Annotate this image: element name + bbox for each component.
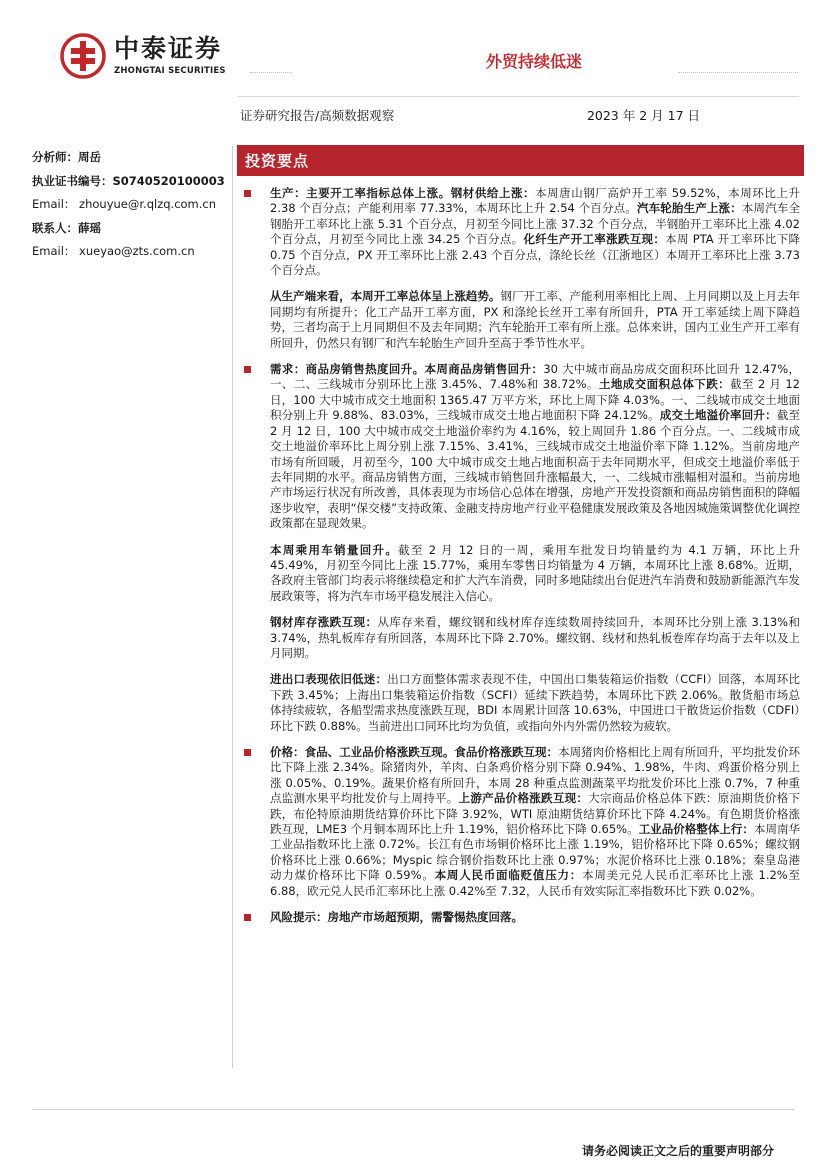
logo-english-name: ZHONGTAI SECURITIES xyxy=(114,66,226,76)
vehicle-sales-text: 截至 2 月 12 日的一周，乘用车批发日均销量约为 4.1 万辆，环比上升 45.49%，月初至今同比上涨 15.77%，乘用车零售日均销量为 4 万辆，本周环比上涨 8.68%。近期，各政府主管部门均表示将继续稳定和扩大汽车消费，同时多地陆续出台促进汽车消费和鼓励新能源汽车发展政策等，将为汽车市场平稳发展注入信心。 xyxy=(270,542,801,603)
header-dotted-line-right xyxy=(678,72,798,73)
square-bullet-icon xyxy=(244,366,251,373)
footer-rule xyxy=(32,1109,794,1110)
fiber-heading: 化纤生产开工率涨跌互现： xyxy=(523,232,666,247)
production-summary xyxy=(244,289,800,351)
price-section xyxy=(244,745,800,899)
rmb-text: 本周美元兑人民币汇率环比上涨 1.2%至 6.88，欧元兑人民币汇率环比上涨 0.42%至 7.32，人民币有效实际汇率指数环比下跌 0.02%。 xyxy=(270,868,801,898)
tire-text: 本周汽车全钢胎开工率环比上涨 5.31 个百分点，月初至今同比上涨 37.32 个百分点，半钢胎开工率环比上涨 4.02 个百分点，月初至今同比上涨 34.25 个百分点。 xyxy=(270,201,801,247)
land-heading: 土地成交面积总体下跌： xyxy=(598,377,731,392)
steel-inventory-heading: 钢材库存涨跌互现： xyxy=(270,615,378,630)
report-date: 2023 年 2 月 17 日 xyxy=(586,108,700,123)
production-section xyxy=(244,186,800,278)
analyst-sidebar xyxy=(32,146,232,264)
footer-disclaimer: 请务必阅读正文之后的重要声明部分 xyxy=(581,1144,774,1158)
demand-text: 30 大中城市商品房成交面积环比回升 12.47%，一、二、三线城市分别环比上涨 3.45%、7.48%和 38.72%。 xyxy=(270,362,800,392)
fiber-text: 本周 PTA 开工率环比下降 0.75 个百分点，PX 开工率环比上涨 2.43 个百分点，涤纶长丝（江浙地区）本周开工率环比上涨 3.73 个百分点。 xyxy=(270,232,800,278)
certificate-label: 执业证书编号： xyxy=(32,173,113,188)
land-premium-text: 截至 2 月 12 日，100 大中城市成交土地溢价率约为 4.16%，较上周回升 1.86 个百分点。一、二线城市成交土地溢价率环比上周分别上涨 7.15%、3.41%，三线城市成交土地溢价率下降 1.12%。当前房地产市场有所回暖，月初至今，100 大中城市成交土地占地面积高于去年同期水平，但成交土地溢价率低于去年同期的水平。商品房销售方面，三线城市销售回升涨幅最大，一、二线城市涨幅相对温和。当前房地产市场运行状况有所改善，具体表现为市场信心总体在增强，房地产开发投资额和商品房销售面积的降幅逐步收窄，表明“保交楼”支持政策、金融支持房地产行业平稳健康发展政策及各地因城施策调整优化调控政策都在显现效果。 xyxy=(270,408,801,531)
price-heading: 价格：食品、工业品价格涨跌互现。食品价格涨跌互现： xyxy=(270,745,559,759)
production-summary-text: 钢厂开工率、产能利用率相比上周、上月同期以及上月去年同期均有所提升；化工产品开工率方面，PX 和涤纶长丝开工率有所回升，PTA 开工率延续上周下降趋势，三者均高于上月同期但不及去年同期；汽车轮胎开工率有所上涨。总体来讲，国内工业生产开工率有所回升，仍然只有钢厂和汽车轮胎生产回升至高于季节性水平。 xyxy=(270,289,801,350)
industrial-heading: 工业品价格整体上行： xyxy=(638,822,754,837)
trade-text: 出口方面整体需求表现不佳，中国出口集装箱运价指数（CCFI）回落，本周环比下跌 3.45%；上海出口集装箱运价指数（SCFI）延续下跌趋势，本周环比下跌 2.06%。散货船市场总体持续疲软，各船型需求热度涨跌互现，BDI 本周累计回落 10.63%，中国进口干散货运价指数（CDFI）环比下跌 0.88%。当前进出口同环比均为负值，或指向外内外需仍然较为疲软。 xyxy=(270,672,801,733)
upstream-text: 大宗商品价格总体下跌：原油期货价格下跌，布伦特原油期货结算价环比下降 3.92%，WTI 原油期货结算价环比下降 4.24%。有色期货价格涨跌互现，LME3 个月铜本周环比上升 1.19%，铝价格环比下降 0.65%。 xyxy=(270,791,800,837)
banner-title: 投资要点 xyxy=(245,152,310,170)
demand-section xyxy=(244,362,800,531)
analyst-line xyxy=(32,146,232,170)
land-premium-heading: 成交土地溢价率回升： xyxy=(659,408,777,423)
production-heading: 生产：主要开工率指标总体上涨。钢材供给上涨： xyxy=(270,186,536,200)
certificate-number: S0740520100003 xyxy=(112,173,225,188)
rmb-heading: 本周人民币面临贬值压力： xyxy=(434,868,583,883)
company-logo xyxy=(60,33,250,81)
upstream-heading: 上游产品价格涨跌互现： xyxy=(458,791,589,806)
square-bullet-icon xyxy=(244,749,251,756)
industrial-text: 本周南华工业品指数环比上涨 0.72%。长江有色市场铜价格环比上涨 1.19%，铝价格环比下降 0.65%；螺纹钢价格环比上涨 0.66%；Myspic 综合钢价指数环比上涨 0.97%；水泥价格环比上涨 0.18%；秦皇岛港动力煤价格环比下降 0.59%。 xyxy=(270,822,801,883)
investment-highlights xyxy=(244,186,800,936)
square-bullet-icon xyxy=(244,914,251,921)
section-banner xyxy=(237,145,804,176)
contact-line xyxy=(32,217,232,241)
production-summary-heading: 从生产端来看，本周开工率总体呈上涨趋势。 xyxy=(270,289,501,304)
contact-label: 联系人： xyxy=(32,220,78,235)
risk-warning: 风险提示：房地产市场超预期，需警惕热度回落。 xyxy=(270,910,523,925)
certificate-line xyxy=(32,170,232,194)
logo-chinese-name: 中泰证券 xyxy=(114,34,223,63)
report-type: 证券研究报告/高频数据观察 xyxy=(240,108,395,123)
trade-paragraph xyxy=(244,672,800,734)
steel-inventory-text: 从库存来看，螺纹钢和线材库存连续数周持续回升，本周环比分别上涨 3.13%和 3.74%，热轧板库存有所回落，本周环比下降 2.70%。螺纹钢、线材和热轧板卷库存均高于去年以及上月同期。 xyxy=(270,615,801,660)
land-text: 截至 2 月 12 日，100 大中城市成交土地面积 1365.47 万平方米，环比上周下降 4.03%。一、二线城市成交土地面积分别上升 9.88%、83.03%，三线城市成交土地占地面积下降 24.12%。 xyxy=(270,377,800,423)
risk-section xyxy=(244,910,800,925)
square-bullet-icon xyxy=(244,190,251,197)
vehicle-sales-heading: 本周乘用车销量回升。 xyxy=(270,542,399,557)
zhongtai-logo-icon xyxy=(60,33,106,79)
analyst-name: 周岳 xyxy=(78,150,101,164)
tire-heading: 汽车轮胎生产上涨： xyxy=(636,201,742,216)
production-text: 本周唐山钢厂高炉开工率 59.52%，本周环比上升 2.38 个百分点；产能利用率 77.33%，本周环比上升 2.54 个百分点。 xyxy=(270,186,800,216)
report-title: 外贸持续低迷 xyxy=(486,52,583,71)
analyst-email[interactable]: Email： zhouyue@r.qlzq.com.cn xyxy=(32,197,217,212)
sidebar-divider xyxy=(232,146,233,1068)
food-price-text: 本周猪肉价格相比上周有所回升，平均批发价环比下降上涨 2.34%。除猪肉外，羊肉、白条鸡价格分别下降 0.94%、1.98%，牛肉、鸡蛋价格分别上涨 0.05%、0.19%。蔬果价格有所回升，本周 28 种重点监测蔬菜平均批发价环比上涨 0.7%，7 种重点监测水果平均批发价与上周持平。 xyxy=(270,745,801,806)
contact-name: 薛瑶 xyxy=(78,220,101,235)
steel-inventory-paragraph xyxy=(244,615,800,661)
trade-heading: 进出口表现依旧低迷： xyxy=(270,672,388,687)
contact-email[interactable]: Email： xueyao@zts.com.cn xyxy=(32,244,195,259)
analyst-label: 分析师： xyxy=(32,150,78,164)
header-rule xyxy=(237,96,799,97)
vehicle-sales-paragraph xyxy=(244,543,800,605)
header-dotted-line-left xyxy=(250,72,292,73)
demand-heading: 需求：商品房销售热度回升。本周商品房销售回升： xyxy=(270,362,544,377)
